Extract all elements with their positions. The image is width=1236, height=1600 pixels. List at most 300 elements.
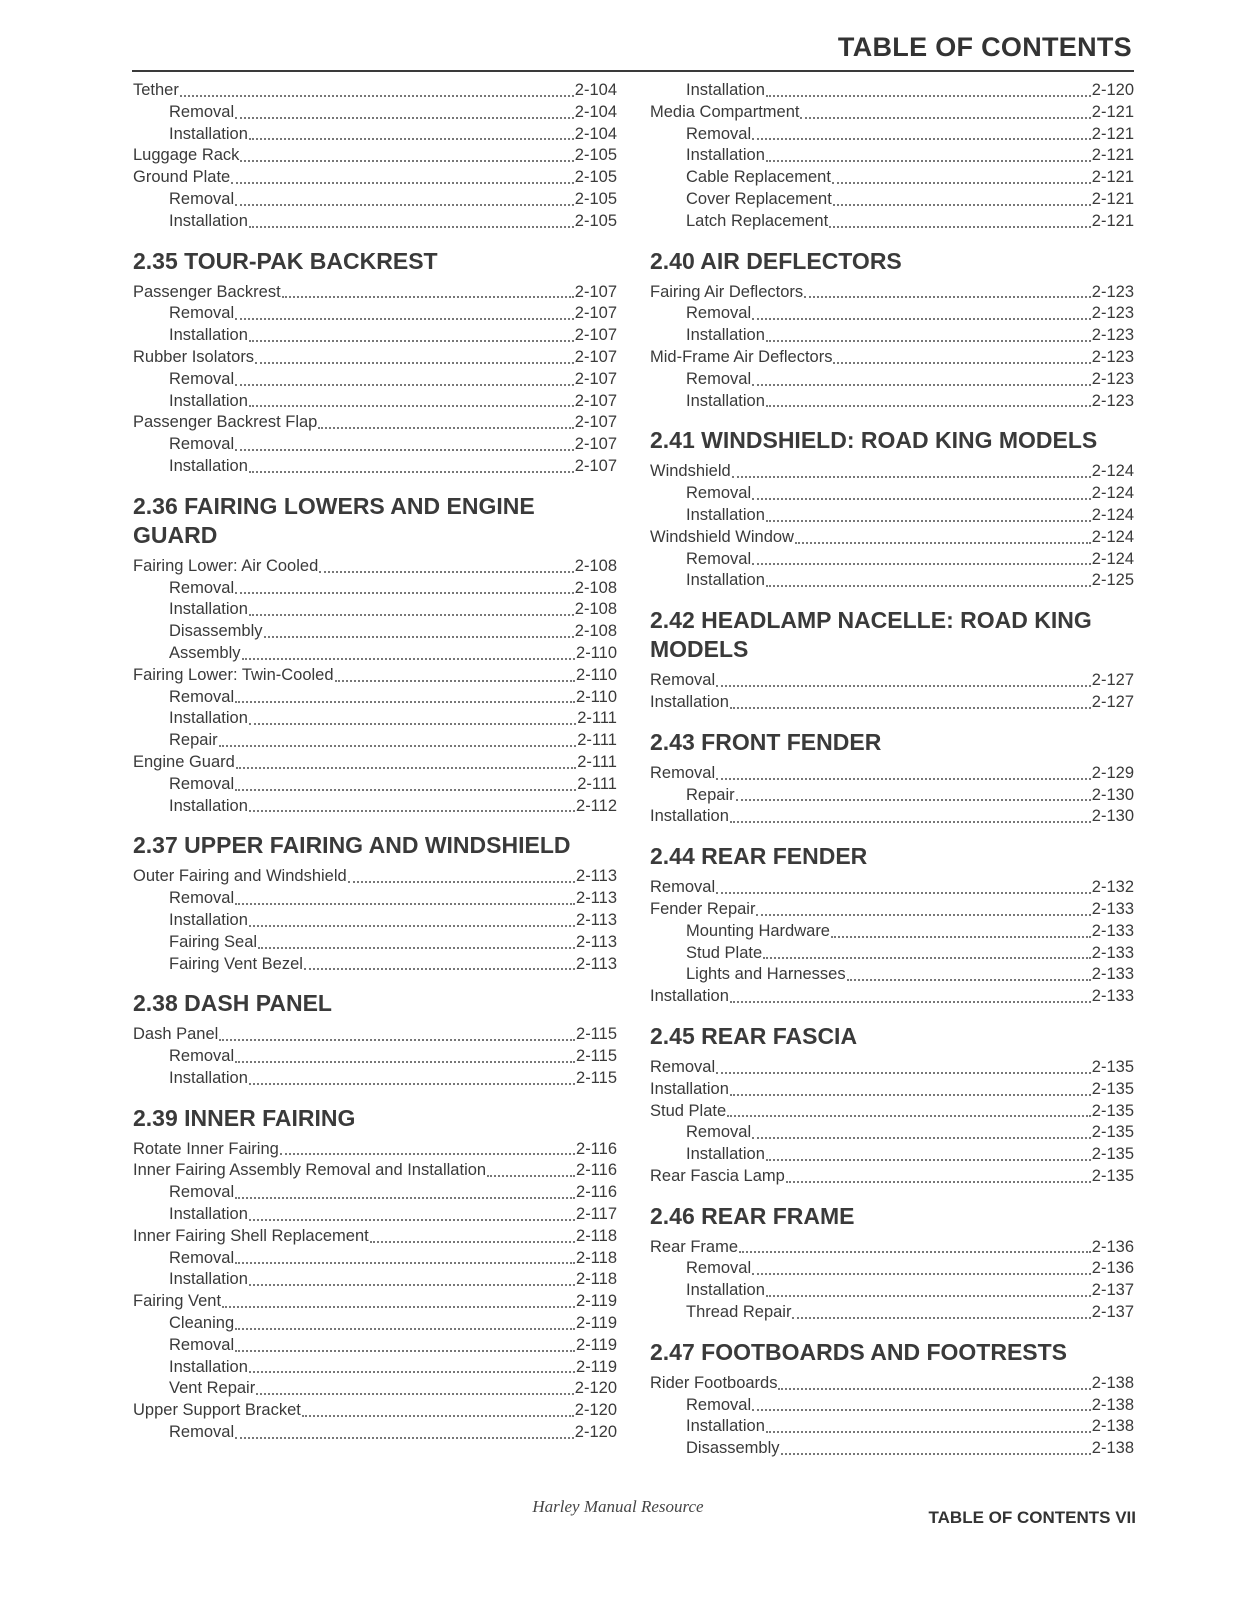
dot-leader — [792, 1317, 1090, 1319]
toc-entry[interactable] — [650, 1166, 1134, 1188]
toc-entry[interactable] — [650, 189, 1134, 211]
toc-entry-label: Installation — [169, 391, 248, 410]
toc-entry[interactable] — [650, 1237, 1134, 1259]
toc-entry-page: 2-121 — [1091, 146, 1134, 165]
toc-entry[interactable] — [133, 1046, 617, 1068]
toc-entry-page: 2-119 — [576, 1314, 617, 1333]
toc-entry-label: Removal — [169, 687, 235, 706]
toc-entry-page: 2-130 — [1091, 785, 1134, 804]
toc-entry[interactable] — [133, 167, 617, 189]
toc-entry[interactable] — [133, 456, 617, 478]
dot-leader — [730, 1094, 1091, 1096]
toc-entry-page: 2-120 — [1091, 81, 1134, 99]
toc-entry-page: 2-123 — [1091, 282, 1134, 301]
section-heading: 2.35 TOUR-PAK BACKREST — [133, 247, 438, 274]
toc-entry[interactable] — [133, 1160, 617, 1182]
dot-leader — [730, 1001, 1091, 1003]
toc-entry-page: 2-129 — [1091, 763, 1134, 782]
toc-entry-page: 2-137 — [1091, 1281, 1134, 1300]
toc-entry[interactable] — [133, 189, 617, 211]
toc-entry-page: 2-121 — [1091, 124, 1134, 143]
dot-leader — [766, 1431, 1091, 1433]
section-heading: 2.38 DASH PANEL — [133, 990, 332, 1017]
toc-entry[interactable] — [650, 461, 1134, 483]
toc-entry-label: Installation — [169, 709, 248, 728]
toc-entry-label: Upper Support Bracket — [133, 1401, 301, 1420]
toc-entry-page: 2-127 — [1091, 671, 1134, 690]
section-heading: 2.46 REAR FRAME — [650, 1202, 855, 1229]
section-heading: 2.43 FRONT FENDER — [650, 728, 882, 755]
dot-leader — [235, 204, 574, 206]
toc-entry[interactable] — [650, 877, 1134, 899]
toc-entry[interactable] — [650, 1258, 1134, 1280]
dot-leader — [752, 384, 1091, 386]
dot-leader — [235, 903, 575, 905]
toc-entry-page: 2-136 — [1091, 1237, 1134, 1256]
toc-entry[interactable] — [650, 211, 1134, 233]
toc-entry[interactable] — [133, 1269, 617, 1291]
toc-entry-page: 2-104 — [574, 124, 617, 143]
toc-entry-page: 2-121 — [1091, 189, 1134, 208]
dot-leader — [766, 585, 1091, 587]
toc-entry-page: 2-108 — [574, 578, 617, 597]
section-heading: 2.39 INNER FAIRING — [133, 1104, 356, 1131]
toc-entry[interactable] — [133, 954, 617, 976]
dot-leader — [318, 427, 573, 429]
dot-leader — [249, 1371, 575, 1373]
toc-entry-label: Removal — [169, 1183, 235, 1202]
toc-entry-label: Repair — [686, 785, 735, 804]
toc-entry-label: Removal — [686, 1395, 752, 1414]
section-heading: 2.42 HEADLAMP NACELLE: ROAD KING MODELS — [650, 607, 1092, 663]
toc-entry[interactable] — [133, 621, 617, 643]
toc-entry-label: Rubber Isolators — [133, 347, 255, 366]
toc-entry-page: 2-116 — [576, 1161, 617, 1180]
toc-entry-label: Installation — [650, 987, 729, 1006]
toc-entry-label: Removal — [686, 1259, 752, 1278]
toc-entry-page: 2-110 — [576, 687, 617, 706]
toc-entry-label: Installation — [169, 211, 248, 230]
toc-entry[interactable] — [133, 211, 617, 233]
toc-entry-label: Removal — [686, 124, 752, 143]
toc-entry-page: 2-121 — [1091, 168, 1134, 187]
toc-entry-label: Installation — [169, 326, 248, 345]
toc-entry-label: Removal — [650, 671, 716, 690]
toc-entry[interactable] — [650, 124, 1134, 146]
dot-leader — [832, 182, 1091, 184]
toc-entry-label: Removal — [686, 304, 752, 323]
dot-leader — [766, 1159, 1091, 1161]
toc-entry[interactable] — [650, 1373, 1134, 1395]
toc-entry-label: Rear Fascia Lamp — [650, 1166, 785, 1185]
toc-entry[interactable] — [650, 483, 1134, 505]
toc-entry[interactable] — [650, 527, 1134, 549]
toc-entry-label: Ground Plate — [133, 168, 231, 187]
toc-entry[interactable] — [133, 1068, 617, 1090]
toc-entry-label: Windshield Window — [650, 527, 794, 546]
dot-leader — [732, 476, 1091, 478]
section-heading: 2.36 FAIRING LOWERS AND ENGINE GUARD — [133, 492, 535, 548]
toc-entry[interactable] — [650, 1416, 1134, 1438]
section-heading: 2.37 UPPER FAIRING AND WINDSHIELD — [133, 832, 571, 859]
toc-entry[interactable] — [133, 888, 617, 910]
toc-entry[interactable] — [133, 774, 617, 796]
dot-leader — [766, 160, 1091, 162]
toc-entry-page: 2-123 — [1091, 391, 1134, 410]
toc-entry-label: Fairing Seal — [169, 932, 258, 951]
toc-entry-page: 2-118 — [576, 1270, 617, 1289]
toc-entry-page: 2-136 — [1091, 1259, 1134, 1278]
toc-right-column — [650, 80, 1134, 1460]
toc-entry[interactable] — [133, 347, 617, 369]
toc-entry[interactable] — [650, 899, 1134, 921]
toc-entry[interactable] — [650, 1395, 1134, 1417]
toc-entry-label: Lights and Harnesses — [686, 965, 846, 984]
toc-entry-label: Installation — [169, 1205, 248, 1224]
dot-leader — [280, 1153, 575, 1155]
footer-source: Harley Manual Resource — [532, 1497, 704, 1516]
toc-entry-label: Installation — [169, 456, 248, 475]
toc-entry-label: Installation — [650, 1079, 729, 1098]
toc-entry-label: Removal — [169, 774, 235, 793]
dot-leader — [249, 810, 575, 812]
toc-entry-page: 2-113 — [576, 910, 617, 929]
toc-entry-label: Installation — [169, 1068, 248, 1087]
toc-entry-page: 2-119 — [576, 1335, 617, 1354]
toc-entry[interactable] — [133, 752, 617, 774]
dot-leader — [249, 340, 574, 342]
toc-entry[interactable] — [133, 434, 617, 456]
toc-entry-page: 2-123 — [1091, 326, 1134, 345]
toc-entry[interactable] — [133, 866, 617, 888]
dot-leader — [766, 405, 1091, 407]
dot-leader — [716, 778, 1091, 780]
toc-entry[interactable] — [133, 282, 617, 304]
toc-entry-label: Fairing Air Deflectors — [650, 282, 804, 301]
toc-entry-label: Installation — [686, 146, 765, 165]
toc-entry-page: 2-135 — [1091, 1145, 1134, 1164]
toc-entry-label: Installation — [686, 1417, 765, 1436]
toc-entry[interactable] — [650, 986, 1134, 1008]
toc-entry-page: 2-118 — [576, 1226, 617, 1245]
page-title: TABLE OF CONTENTS — [837, 32, 1132, 62]
toc-entry[interactable] — [133, 910, 617, 932]
toc-entry[interactable] — [133, 1226, 617, 1248]
toc-entry[interactable] — [133, 325, 617, 347]
toc-entry[interactable] — [133, 80, 617, 102]
toc-entry-label: Passenger Backrest — [133, 282, 281, 301]
toc-entry[interactable] — [650, 369, 1134, 391]
toc-entry[interactable] — [133, 412, 617, 434]
toc-entry-label: Disassembly — [169, 622, 263, 641]
toc-entry-page: 2-119 — [576, 1357, 617, 1376]
toc-entry[interactable] — [133, 102, 617, 124]
toc-entry-page: 2-112 — [576, 796, 617, 815]
dot-leader — [766, 1295, 1091, 1297]
toc-entry[interactable] — [133, 1313, 617, 1335]
dot-leader — [739, 1251, 1091, 1253]
dot-leader — [249, 226, 574, 228]
dot-leader — [235, 449, 574, 451]
toc-entry[interactable] — [133, 1291, 617, 1313]
toc-entry-page: 2-121 — [1091, 102, 1134, 121]
toc-entry-label: Removal — [686, 484, 752, 503]
toc-entry[interactable] — [650, 167, 1134, 189]
toc-entry[interactable] — [133, 369, 617, 391]
dot-leader — [766, 520, 1091, 522]
toc-entry[interactable] — [650, 549, 1134, 571]
dot-leader — [235, 1061, 575, 1063]
toc-entry-page: 2-107 — [574, 369, 617, 388]
section-heading: 2.47 FOOTBOARDS AND FOOTRESTS — [650, 1338, 1068, 1365]
dot-leader — [235, 701, 575, 703]
dot-leader — [829, 226, 1091, 228]
dot-leader — [752, 1409, 1091, 1411]
toc-entry-label: Luggage Rack — [133, 146, 240, 165]
toc-entry-label: Removal — [169, 889, 235, 908]
toc-entry-label: Vent Repair — [169, 1379, 256, 1398]
toc-left-column — [133, 80, 617, 1444]
section-heading: 2.45 REAR FASCIA — [650, 1022, 858, 1049]
footer-page-label: TABLE OF CONTENTS VII — [928, 1508, 1136, 1527]
toc-entry-label: Removal — [686, 1123, 752, 1142]
toc-entry-page: 2-127 — [1091, 692, 1134, 711]
toc-entry[interactable] — [650, 1302, 1134, 1324]
toc-entry-label: Fender Repair — [650, 899, 756, 918]
toc-entry[interactable] — [650, 570, 1134, 592]
dot-leader — [242, 658, 575, 660]
toc-entry-page: 2-113 — [576, 932, 617, 951]
toc-entry-page: 2-107 — [574, 304, 617, 323]
toc-entry[interactable] — [650, 347, 1134, 369]
toc-entry-label: Disassembly — [686, 1439, 780, 1458]
toc-entry[interactable] — [133, 1335, 617, 1357]
toc-entry-page: 2-111 — [577, 774, 617, 793]
toc-entry[interactable] — [650, 80, 1134, 102]
toc-entry-page: 2-130 — [1091, 807, 1134, 826]
toc-entry[interactable] — [650, 303, 1134, 325]
toc-entry[interactable] — [650, 1101, 1134, 1123]
toc-entry-page: 2-110 — [576, 643, 617, 662]
toc-entry[interactable] — [133, 1378, 617, 1400]
toc-entry[interactable] — [650, 964, 1134, 986]
toc-entry-page: 2-107 — [574, 326, 617, 345]
toc-entry-label: Installation — [169, 600, 248, 619]
toc-entry-label: Engine Guard — [133, 752, 235, 771]
toc-entry[interactable] — [133, 708, 617, 730]
toc-entry[interactable] — [650, 806, 1134, 828]
dot-leader — [752, 1273, 1091, 1275]
toc-entry-label: Removal — [650, 1057, 716, 1076]
toc-entry[interactable] — [650, 670, 1134, 692]
toc-entry-page: 2-105 — [574, 211, 617, 230]
toc-entry-page: 2-133 — [1091, 965, 1134, 984]
toc-entry[interactable] — [650, 325, 1134, 347]
dot-leader — [752, 498, 1091, 500]
toc-entry-label: Removal — [169, 578, 235, 597]
toc-entry[interactable] — [650, 692, 1134, 714]
toc-entry-page: 2-138 — [1091, 1417, 1134, 1436]
toc-entry-page: 2-107 — [574, 391, 617, 410]
dot-leader — [282, 296, 574, 298]
toc-entry[interactable] — [650, 1122, 1134, 1144]
toc-entry[interactable] — [133, 643, 617, 665]
dot-leader — [255, 362, 574, 364]
dot-leader — [304, 968, 575, 970]
toc-entry[interactable] — [133, 578, 617, 600]
toc-entry[interactable] — [650, 1438, 1134, 1460]
toc-entry-label: Removal — [169, 435, 235, 454]
toc-entry[interactable] — [650, 763, 1134, 785]
toc-entry[interactable] — [650, 1280, 1134, 1302]
toc-entry-label: Passenger Backrest Flap — [133, 413, 318, 432]
dot-leader — [786, 1181, 1091, 1183]
dot-leader — [249, 1219, 575, 1221]
toc-entry-page: 2-107 — [574, 347, 617, 366]
toc-entry-page: 2-135 — [1091, 1079, 1134, 1098]
dot-leader — [833, 204, 1091, 206]
toc-entry[interactable] — [133, 665, 617, 687]
toc-entry-label: Rear Frame — [650, 1237, 739, 1256]
toc-entry-label: Removal — [169, 1423, 235, 1442]
dot-leader — [730, 707, 1091, 709]
dot-leader — [763, 957, 1091, 959]
dot-leader — [236, 767, 576, 769]
toc-entry-label: Dash Panel — [133, 1025, 219, 1044]
toc-entry-label: Latch Replacement — [686, 211, 829, 230]
toc-entry-page: 2-124 — [1091, 484, 1134, 503]
dot-leader — [235, 384, 574, 386]
toc-entry-label: Removal — [169, 304, 235, 323]
toc-entry[interactable] — [133, 1248, 617, 1270]
toc-entry[interactable] — [133, 1139, 617, 1161]
dot-leader — [249, 614, 574, 616]
toc-entry[interactable] — [650, 943, 1134, 965]
dot-leader — [180, 95, 574, 97]
toc-entry-page: 2-138 — [1091, 1373, 1134, 1392]
toc-entry[interactable] — [133, 932, 617, 954]
toc-entry-page: 2-116 — [576, 1139, 617, 1158]
toc-entry[interactable] — [133, 556, 617, 578]
toc-entry-label: Fairing Vent Bezel — [169, 954, 303, 973]
toc-entry-page: 2-120 — [574, 1379, 617, 1398]
toc-entry-page: 2-105 — [574, 146, 617, 165]
toc-entry-label: Removal — [650, 878, 716, 897]
toc-entry[interactable] — [133, 1400, 617, 1422]
toc-entry-page: 2-110 — [576, 665, 617, 684]
toc-entry-page: 2-135 — [1091, 1057, 1134, 1076]
toc-entry-label: Mounting Hardware — [686, 921, 830, 940]
toc-entry-label: Stud Plate — [686, 943, 763, 962]
toc-entry-page: 2-123 — [1091, 304, 1134, 323]
toc-entry-label: Installation — [169, 1357, 248, 1376]
toc-entry[interactable] — [650, 785, 1134, 807]
toc-entry[interactable] — [133, 1422, 617, 1444]
section-heading: 2.41 WINDSHIELD: ROAD KING MODELS — [650, 427, 1098, 454]
toc-entry[interactable] — [650, 145, 1134, 167]
dot-leader — [752, 1137, 1091, 1139]
toc-entry-label: Removal — [169, 1335, 235, 1354]
dot-leader — [235, 1328, 575, 1330]
dot-leader — [249, 138, 574, 140]
toc-entry[interactable] — [650, 921, 1134, 943]
toc-entry-label: Installation — [686, 1281, 765, 1300]
dot-leader — [235, 1350, 575, 1352]
dot-leader — [219, 1039, 575, 1041]
dot-leader — [730, 821, 1091, 823]
toc-entry[interactable] — [650, 505, 1134, 527]
dot-leader — [716, 1072, 1091, 1074]
toc-entry-page: 2-105 — [574, 168, 617, 187]
toc-entry[interactable] — [133, 599, 617, 621]
toc-entry[interactable] — [133, 730, 617, 752]
toc-entry-label: Installation — [686, 571, 765, 590]
dot-leader — [235, 1262, 575, 1264]
toc-entry-page: 2-138 — [1091, 1439, 1134, 1458]
toc-entry-label: Inner Fairing Shell Replacement — [133, 1226, 369, 1245]
toc-entry[interactable] — [133, 303, 617, 325]
toc-entry-page: 2-135 — [1091, 1101, 1134, 1120]
toc-entry[interactable] — [650, 1144, 1134, 1166]
toc-entry[interactable] — [650, 282, 1134, 304]
toc-entry-page: 2-108 — [574, 556, 617, 575]
toc-entry-page: 2-107 — [574, 435, 617, 454]
toc-entry-label: Mid-Frame Air Deflectors — [650, 347, 833, 366]
toc-entry-label: Installation — [169, 910, 248, 929]
toc-entry-label: Removal — [686, 369, 752, 388]
toc-entry[interactable] — [133, 1024, 617, 1046]
dot-leader — [335, 680, 575, 682]
dot-leader — [249, 405, 574, 407]
dot-leader — [370, 1241, 575, 1243]
toc-entry-page: 2-113 — [576, 889, 617, 908]
dot-leader — [231, 182, 574, 184]
dot-leader — [219, 745, 577, 747]
section-heading: 2.40 AIR DEFLECTORS — [650, 247, 902, 274]
toc-entry[interactable] — [133, 1357, 617, 1379]
dot-leader — [249, 925, 575, 927]
toc-entry[interactable] — [133, 145, 617, 167]
toc-entry-label: Outer Fairing and Windshield — [133, 867, 347, 886]
toc-entry[interactable] — [650, 1079, 1134, 1101]
toc-entry-page: 2-108 — [574, 600, 617, 619]
dot-leader — [804, 296, 1091, 298]
toc-entry-label: Fairing Lower: Twin-Cooled — [133, 665, 334, 684]
dot-leader — [235, 1197, 575, 1199]
dot-leader — [833, 362, 1090, 364]
toc-entry-label: Installation — [686, 505, 765, 524]
toc-entry[interactable] — [133, 391, 617, 413]
toc-entry-page: 2-133 — [1091, 899, 1134, 918]
toc-entry[interactable] — [650, 1057, 1134, 1079]
toc-entry-page: 2-111 — [577, 752, 617, 771]
toc-entry-page: 2-137 — [1091, 1303, 1134, 1322]
toc-entry-label: Installation — [686, 326, 765, 345]
dot-leader — [264, 636, 574, 638]
toc-entry[interactable] — [133, 796, 617, 818]
toc-entry-page: 2-133 — [1091, 943, 1134, 962]
toc-entry[interactable] — [650, 102, 1134, 124]
toc-entry-page: 2-115 — [576, 1025, 617, 1044]
toc-entry[interactable] — [133, 687, 617, 709]
toc-entry[interactable] — [133, 124, 617, 146]
dot-leader — [249, 723, 576, 725]
toc-entry-label: Cover Replacement — [686, 189, 832, 208]
dot-leader — [222, 1306, 575, 1308]
toc-entry[interactable] — [650, 391, 1134, 413]
toc-entry[interactable] — [133, 1204, 617, 1226]
toc-entry[interactable] — [133, 1182, 617, 1204]
